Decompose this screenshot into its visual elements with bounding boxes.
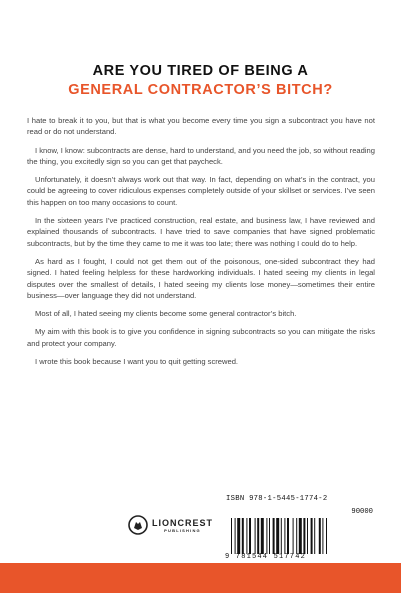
headline-line-1: ARE YOU TIRED OF BEING A (92, 63, 309, 79)
isbn-number: ISBN 978-1-5445-1774-2 (226, 495, 328, 503)
publisher-wordmark (152, 518, 213, 533)
paragraph-2: I know, I know: subcontracts are dense, hard to understand, and you need the job, so without reading the thing, you excitedly sign so you can get that paycheck. (27, 145, 375, 166)
barcode-block (223, 494, 375, 563)
paragraph-4: In the sixteen years I’ve practiced construction, real estate, and business law, I have reviewed and explained thousands of subcontracts. I have tried to save companies that have signed problematic subcontracts, but by the time they came to me it was too late; there was nothing I could do to help. (27, 216, 375, 248)
ean-number: 9 781544 517742 (225, 553, 307, 561)
headline-line-2: GENERAL CONTRACTOR’S BITCH? (68, 82, 333, 98)
price-code: 90000 (351, 508, 373, 516)
paragraph-6: Most of all, I hated seeing my clients become some general contractor’s bitch. (35, 309, 297, 319)
paragraph-7: My aim with this book is to give you confidence in signing subcontracts so you can mitigate the risks and protect your company. (27, 327, 375, 348)
lion-head-icon (128, 515, 148, 535)
paragraph-3: Unfortunately, it doesn’t always work out that way. In fact, depending on what’s in the contract, you could be agreeing to cover ridiculous expenses completely outside of your skillset or services. I’ve seen this happen on too many occasions to count. (27, 175, 375, 207)
paragraph-8: I wrote this book because I want you to quit getting screwed. (35, 357, 239, 367)
paragraph-5: As hard as I fought, I could not get them out of the poisonous, one-sided subcontract they had signed. I hated feeling helpless for these hardworking individuals. I hated seeing my clients in legal disputes over the smallest of details, I hated seeing my clients lose money—sometimes their entire business—over language they did not understand. (27, 256, 375, 300)
publisher-name: LIONCREST (152, 517, 214, 528)
blurb-text (27, 115, 375, 374)
bottom-accent-band (0, 563, 401, 593)
barcode-bars (231, 518, 371, 554)
paragraph-1: I hate to break it to you, but that is what you become every time you sign a subcontract you have not read or do not understand. (27, 116, 375, 137)
publisher-subtitle: PUBLISHING (164, 527, 201, 533)
publisher-logo (128, 515, 213, 535)
